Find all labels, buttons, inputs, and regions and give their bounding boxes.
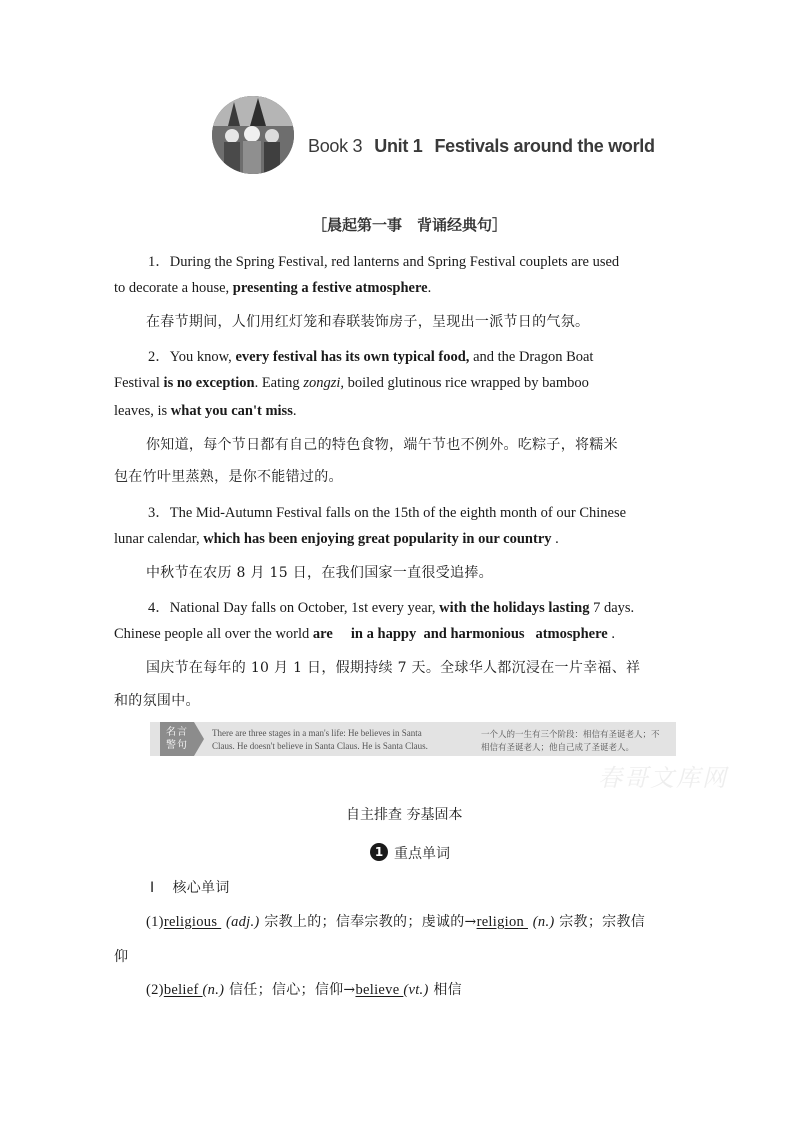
sentence-text: to decorate a house, xyxy=(114,280,233,296)
quote-badge-line: 警句 xyxy=(166,740,188,751)
sentence-text: The Mid-Autumn Festival falls on the 15th of the eighth month of our Chinese xyxy=(169,505,627,521)
sub-section-title: 重点单词 xyxy=(394,846,450,862)
sentence-2-cn-line2: 包在竹叶里蒸熟，是你不能错过的。 xyxy=(114,469,343,485)
sentence-number: 3． xyxy=(148,505,170,521)
sentence-3-cn: 中秋节在农历 8 月 15 日，在我们国家一直很受追捧。 xyxy=(146,565,493,581)
vocab-definition: 信任；信心；信仰→ xyxy=(224,982,356,998)
quote-badge-line: 名言 xyxy=(166,727,188,738)
sentence-text: . xyxy=(551,531,559,547)
sentence-2-en-line1 xyxy=(148,345,593,366)
vocab-item-1 xyxy=(146,911,645,931)
sentence-text: You know, xyxy=(169,349,236,365)
sentence-4-cn-line2: 和的氛围中。 xyxy=(114,693,200,709)
vocab-definition: 相信 xyxy=(428,982,462,998)
section-subtitle: 自主排查 夯基固本 xyxy=(346,807,463,823)
sentence-4-en-line2 xyxy=(114,626,615,643)
sentence-3-en-line2 xyxy=(114,531,559,548)
key-phrase: is no exception xyxy=(163,375,255,391)
sentence-text: . xyxy=(607,626,615,642)
sentence-text: boiled glutinous rice wrapped by bamboo xyxy=(344,375,589,391)
sentence-1-en-line1 xyxy=(148,250,619,271)
sentence-text: 7 days. xyxy=(589,600,635,616)
vocab-definition: 宗教上的；信奉宗教的；虔诚的→ xyxy=(259,914,477,930)
vocab-heading-number: Ⅰ xyxy=(150,880,155,896)
vocab-heading-label: 核心单词 xyxy=(172,880,230,896)
sentence-4-cn-line1: 国庆节在每年的 10 月 1 日，假期持续 7 天。全球华人都沉浸在一片幸福、祥 xyxy=(146,660,641,676)
part-of-speech: (n.) xyxy=(202,982,225,998)
key-phrase: with the holidays lasting xyxy=(439,600,590,616)
vocab-word: religion xyxy=(476,914,528,930)
key-phrase: presenting a festive atmosphere xyxy=(232,280,428,296)
part-of-speech: (vt.) xyxy=(403,982,429,998)
vocab-item-2 xyxy=(146,979,462,999)
vocab-heading xyxy=(150,877,230,897)
sentence-text: During the Spring Festival, red lanterns and Spring Festival couplets are used xyxy=(169,254,620,270)
sentence-2-cn-line1: 你知道，每个节日都有自己的特色食物，端午节也不例外。吃粽子，将糯米 xyxy=(146,437,618,453)
sentence-text: leaves, is xyxy=(114,403,171,419)
sentence-text: lunar calendar, xyxy=(114,531,204,547)
quote-badge xyxy=(160,722,194,756)
sentence-2-en-line3 xyxy=(114,403,296,420)
vocab-item-number: (2) xyxy=(146,982,164,998)
part-of-speech: (adj.) xyxy=(225,914,260,930)
vocab-word: belief xyxy=(163,982,203,998)
sentence-4-en-line1 xyxy=(148,596,634,617)
sentence-number: 1． xyxy=(148,254,170,270)
sentence-3-en-line1 xyxy=(148,501,626,522)
sentence-text: . xyxy=(292,403,297,419)
sentence-text: National Day falls on October, 1st every year, xyxy=(169,600,440,616)
sentence-1-cn: 在春节期间，人们用红灯笼和春联装饰房子，呈现出一派节日的气氛。 xyxy=(146,314,590,330)
sentence-text: . Eating xyxy=(254,375,304,391)
vocab-word: religious xyxy=(163,914,222,930)
key-phrase: are in a happy and harmonious atmosphere xyxy=(312,626,608,642)
unit-title xyxy=(308,136,655,157)
sentence-number: 4． xyxy=(148,600,170,616)
unit-topic: Festivals around the world xyxy=(434,136,655,156)
quote-cn-line2: 相信有圣诞老人；他自己成了圣诞老人。 xyxy=(481,743,635,753)
quote-en-line1: There are three stages in a man's life: He believes in Santa xyxy=(212,728,422,738)
sentence-text: and the Dragon Boat xyxy=(469,349,594,365)
vocab-item-number: (1) xyxy=(146,914,164,930)
key-phrase: every festival has its own typical food, xyxy=(235,349,470,365)
watermark: 春哥文库网 xyxy=(598,764,728,792)
sentence-number: 2． xyxy=(148,349,170,365)
sentence-text: Chinese people all over the world xyxy=(114,626,313,642)
section-number-badge: 1 xyxy=(370,843,388,861)
key-phrase: what you can't miss xyxy=(170,403,293,419)
vocab-word: believe xyxy=(355,982,404,998)
vocab-definition: 宗教；宗教信 xyxy=(554,914,646,930)
book-label: Book 3 xyxy=(308,136,363,156)
unit-cover-photo xyxy=(212,96,294,174)
part-of-speech: (n.) xyxy=(532,914,555,930)
vocab-item-1-cont: 仰 xyxy=(114,949,129,965)
quote-cn-line1: 一个人的一生有三个阶段：相信有圣诞老人；不 xyxy=(481,730,660,740)
section-heading: ［晨起第一事 背诵经典句］ xyxy=(312,216,508,234)
sentence-2-en-line2 xyxy=(114,375,589,392)
italic-word: zongzi, xyxy=(303,375,345,391)
sentence-text: Festival xyxy=(114,375,164,391)
sentence-text: . xyxy=(427,280,432,296)
sentence-1-en-line2 xyxy=(114,280,431,297)
unit-label: Unit 1 xyxy=(374,136,423,156)
quote-en-line2: Claus. He doesn't believe in Santa Claus. He is Santa Claus. xyxy=(212,741,428,751)
key-phrase: which has been enjoying great popularity in our country xyxy=(203,531,552,547)
